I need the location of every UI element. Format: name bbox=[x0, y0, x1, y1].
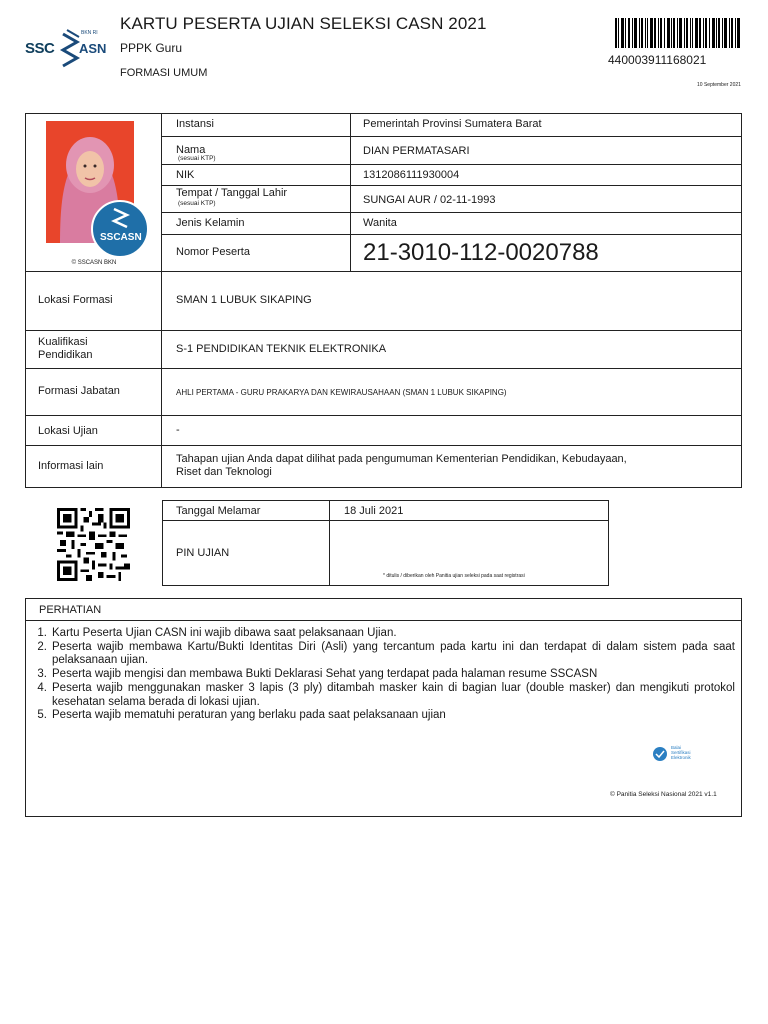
logo-ssc-text: SSC bbox=[25, 40, 55, 57]
formasi-jabatan-value: AHLI PERTAMA - GURU PRAKARYA DAN KEWIRAUSAHAAN (SMAN 1 LUBUK SIKAPING) bbox=[176, 388, 507, 397]
nik-label: NIK bbox=[176, 169, 195, 181]
row-kualifikasi bbox=[26, 331, 742, 369]
ttl-note: (sesuai KTP) bbox=[178, 200, 216, 207]
footer-copyright: © Panitia Seleksi Nasional 2021 v1.1 bbox=[610, 791, 717, 798]
lokasi-ujian-label: Lokasi Ujian bbox=[38, 425, 98, 437]
lokasi-formasi-value: SMAN 1 LUBUK SIKAPING bbox=[176, 294, 312, 306]
perhatian-header bbox=[26, 599, 741, 621]
informasi-lain-value-line2: Riset dan Teknologi bbox=[176, 466, 272, 478]
photo-caption: © SSCASN BKN bbox=[71, 260, 117, 266]
row-lokasi-ujian bbox=[26, 416, 742, 446]
nama-note: (sesuai KTP) bbox=[178, 155, 216, 162]
row-formasi-jabatan bbox=[26, 369, 742, 416]
informasi-lain-value-line1: Tahapan ujian Anda dapat dilihat pada pengumuman Kementerian Pendidikan, Kebudayaan, bbox=[176, 453, 627, 465]
barcode bbox=[615, 18, 741, 48]
instansi-value: Pemerintah Provinsi Sumatera Barat bbox=[363, 118, 542, 130]
nomor-peserta-value: 21-3010-112-0020788 bbox=[363, 239, 599, 266]
bsre-logo-text: Balai Sertifikasi Elektronik bbox=[671, 745, 691, 760]
jenis-kelamin-label: Jenis Kelamin bbox=[176, 217, 245, 229]
instansi-label: Instansi bbox=[176, 118, 214, 130]
nik-value: 1312086111930004 bbox=[363, 169, 460, 181]
row-nik bbox=[162, 165, 742, 186]
row-nama bbox=[162, 137, 742, 165]
list-item: 1. Kartu Peserta Ujian CASN ini wajib dibawa saat pelaksanaan Ujian. bbox=[37, 627, 397, 639]
ttl-label: Tempat / Tanggal Lahir bbox=[176, 187, 288, 199]
perhatian-list bbox=[34, 627, 735, 723]
informasi-lain-label: Informasi lain bbox=[38, 460, 104, 472]
lokasi-formasi-label: Lokasi Formasi bbox=[38, 294, 113, 306]
qr-code bbox=[55, 508, 132, 581]
ttl-value: SUNGAI AUR / 02-11-1993 bbox=[363, 194, 496, 206]
kualifikasi-label-line2: Pendidikan bbox=[38, 349, 93, 361]
sscasn-badge bbox=[91, 200, 149, 258]
perhatian-title: PERHATIAN bbox=[39, 604, 102, 616]
logo-bkn-text: BKN RI bbox=[81, 30, 98, 36]
participant-info-box bbox=[25, 113, 742, 488]
page-title: KARTU PESERTA UJIAN SELEKSI CASN 2021 bbox=[120, 14, 487, 33]
row-instansi bbox=[162, 114, 742, 137]
row-informasi-lain bbox=[26, 446, 742, 488]
print-date: 10 September 2021 bbox=[697, 82, 741, 88]
list-item: 5. Peserta wajib mematuhi peraturan yang berlaku pada saat pelaksanaan ujian bbox=[37, 709, 446, 722]
formasi-jabatan-label: Formasi Jabatan bbox=[38, 385, 120, 397]
exam-type: PPPK Guru bbox=[120, 41, 183, 55]
row-jenis-kelamin bbox=[162, 213, 742, 235]
list-item: 2. Peserta wajib membawa Kartu/Bukti Identitas Diri (Asli) yang tercantum pada kartu ini dan terdapat di dalam sistem pada saat pelaksanaan ujian. bbox=[37, 640, 735, 667]
photo-section bbox=[26, 114, 162, 272]
row-ttl bbox=[162, 186, 742, 213]
nama-value: DIAN PERMATASARI bbox=[363, 145, 470, 157]
pin-note: * ditulis / diberikan oleh Panitia ujian seleksi pada saat registrasi bbox=[383, 573, 525, 579]
badge-text: SSCASN bbox=[100, 232, 142, 243]
nama-label: Nama bbox=[176, 144, 206, 156]
jenis-kelamin-value: Wanita bbox=[363, 217, 397, 229]
tanggal-melamar-value: 18 Juli 2021 bbox=[344, 505, 404, 517]
kualifikasi-label-line1: Kualifikasi bbox=[38, 336, 88, 348]
pin-box bbox=[162, 500, 609, 586]
row-lokasi-formasi bbox=[26, 272, 742, 331]
kualifikasi-value: S-1 PENDIDIKAN TEKNIK ELEKTRONIKA bbox=[176, 343, 387, 355]
row-nomor-peserta bbox=[162, 235, 742, 272]
logo-asn-text: ASN bbox=[79, 41, 107, 56]
perhatian-box bbox=[25, 598, 742, 817]
barcode-number: 440003911168021 bbox=[608, 53, 707, 67]
nomor-peserta-label: Nomor Peserta bbox=[176, 246, 250, 258]
list-item: 3. Peserta wajib mengisi dan membawa Bukti Deklarasi Sehat yang terdapat pada halaman resume SSCASN bbox=[37, 668, 598, 681]
pin-ujian-label: PIN UJIAN bbox=[176, 547, 230, 559]
sscasn-logo bbox=[25, 28, 107, 72]
sscasn-logo-icon bbox=[59, 28, 81, 68]
formation-type: FORMASI UMUM bbox=[120, 67, 208, 79]
list-item: 4. Peserta wajib menggunakan masker 3 lapis (3 ply) ditambah masker kain di bagian luar (double masker) dan mengikuti protokol kesehatan selama berada di lokasi ujian. bbox=[37, 681, 735, 708]
tanggal-melamar-label: Tanggal Melamar bbox=[176, 505, 261, 517]
lokasi-ujian-value: - bbox=[176, 424, 180, 436]
sscasn-badge-icon bbox=[111, 206, 131, 232]
